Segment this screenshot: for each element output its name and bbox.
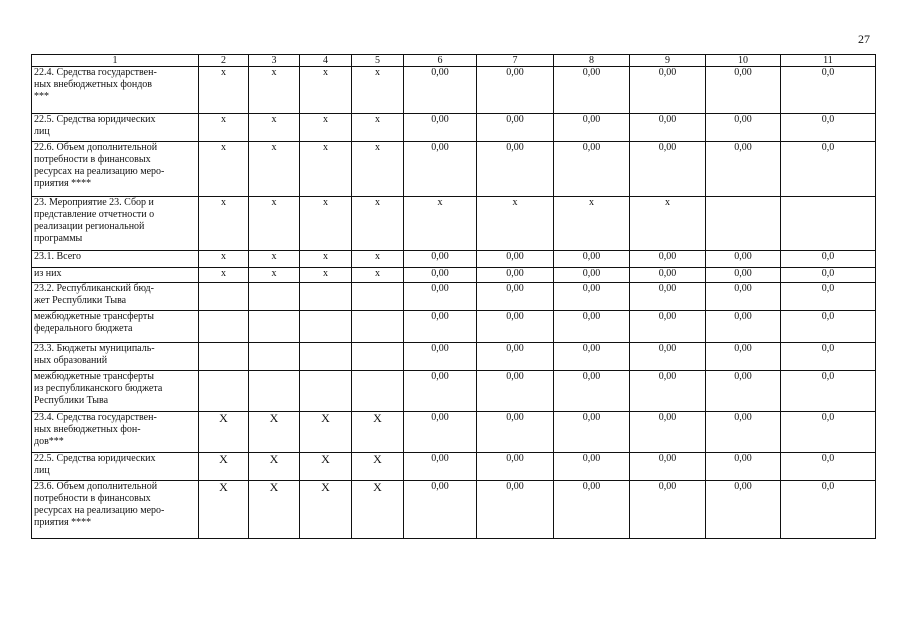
value-cell: 0,00 [404,453,477,481]
value-cell: 0,00 [554,114,630,142]
value-cell: 0,00 [404,268,477,283]
value-cell: 0,00 [706,268,781,283]
value-cell: 0,00 [477,67,554,114]
value-cell: 0,00 [404,343,477,371]
value-cell: 0,00 [630,283,706,311]
value-cell: 0,00 [477,311,554,343]
value-cell: 0,00 [706,114,781,142]
value-cell: X [199,453,249,481]
value-cell: 0,00 [706,343,781,371]
value-cell: 0,00 [477,343,554,371]
value-cell: 0,00 [630,453,706,481]
table-row [32,268,876,283]
column-header-4: 4 [300,55,352,67]
value-cell [300,311,352,343]
page-number: 27 [858,32,870,46]
table-row [32,371,876,412]
row-label-cell: 22.6. Объем дополнительной потребности в финансовых ресурсах на реализацию меро- приятия **** [32,142,199,197]
value-cell: x [352,197,404,251]
column-header-8: 8 [554,55,630,67]
value-cell: 0,00 [554,453,630,481]
value-cell: x [404,197,477,251]
value-cell: 0,00 [706,251,781,268]
value-cell: X [352,412,404,453]
table-body [32,67,876,539]
value-cell: 0,00 [477,453,554,481]
value-cell: x [300,142,352,197]
value-cell: 0,00 [630,251,706,268]
value-cell: x [249,114,300,142]
value-cell: 0,00 [477,142,554,197]
value-cell: 0,00 [630,412,706,453]
value-cell: 0,0 [781,343,876,371]
value-cell [249,371,300,412]
value-cell: 0,00 [554,371,630,412]
value-cell: X [352,453,404,481]
value-cell: 0,00 [404,283,477,311]
row-label-cell: 23. Мероприятие 23. Сбор и представление отчетности о реализации региональной программы [32,197,199,251]
value-cell [249,343,300,371]
row-label-cell: 22.4. Средства государствен- ных внебюджетных фондов *** [32,67,199,114]
row-label-cell: 23.4. Средства государствен- ных внебюджетных фон- дов*** [32,412,199,453]
value-cell: 0,00 [706,371,781,412]
value-cell [199,371,249,412]
header-row [32,55,876,67]
value-cell: X [199,412,249,453]
value-cell: x [249,251,300,268]
column-header-5: 5 [352,55,404,67]
value-cell [199,311,249,343]
table-row [32,453,876,481]
value-cell: 0,00 [706,481,781,539]
value-cell: x [352,114,404,142]
value-cell: 0,00 [554,67,630,114]
value-cell: X [249,481,300,539]
value-cell: X [300,481,352,539]
value-cell [199,343,249,371]
value-cell: 0,00 [554,481,630,539]
value-cell [781,197,876,251]
value-cell [706,197,781,251]
value-cell: 0,00 [404,142,477,197]
value-cell: x [249,197,300,251]
value-cell: 0,00 [630,311,706,343]
budget-table [31,54,876,539]
value-cell: 0,00 [477,268,554,283]
value-cell: 0,00 [554,251,630,268]
value-cell: 0,0 [781,268,876,283]
table-row [32,251,876,268]
value-cell: 0,00 [706,453,781,481]
value-cell: 0,00 [630,371,706,412]
value-cell: X [300,412,352,453]
value-cell [300,283,352,311]
row-label-cell: 23.1. Всего [32,251,199,268]
value-cell: 0,00 [630,67,706,114]
value-cell: x [300,67,352,114]
value-cell: x [477,197,554,251]
row-label-cell: 23.3. Бюджеты муниципаль- ных образований [32,343,199,371]
value-cell: X [249,453,300,481]
value-cell: x [199,268,249,283]
row-label-cell: 22.5. Средства юридических лиц [32,453,199,481]
value-cell: 0,00 [554,268,630,283]
value-cell: x [199,197,249,251]
value-cell: X [249,412,300,453]
value-cell: x [199,142,249,197]
value-cell: 0,00 [404,481,477,539]
value-cell [300,371,352,412]
value-cell: x [249,67,300,114]
value-cell: 0,00 [477,251,554,268]
value-cell: 0,00 [554,412,630,453]
table-row [32,114,876,142]
value-cell: 0,00 [706,311,781,343]
value-cell: X [199,481,249,539]
value-cell [352,343,404,371]
value-cell: x [630,197,706,251]
value-cell: x [199,251,249,268]
column-header-6: 6 [404,55,477,67]
value-cell: 0,0 [781,142,876,197]
value-cell: x [352,251,404,268]
column-header-11: 11 [781,55,876,67]
row-label-cell: межбюджетные трансферты федерального бюджета [32,311,199,343]
value-cell [352,283,404,311]
value-cell: x [554,197,630,251]
column-header-3: 3 [249,55,300,67]
value-cell: x [300,251,352,268]
table-row [32,67,876,114]
value-cell: 0,00 [706,142,781,197]
table-row [32,197,876,251]
value-cell [249,311,300,343]
value-cell [352,371,404,412]
value-cell: 0,00 [706,412,781,453]
row-label-cell: 22.5. Средства юридических лиц [32,114,199,142]
value-cell [249,283,300,311]
value-cell: 0,00 [630,114,706,142]
value-cell: 0,00 [630,343,706,371]
value-cell: 0,00 [554,343,630,371]
value-cell: 0,00 [404,311,477,343]
row-label-cell: из них [32,268,199,283]
value-cell: 0,0 [781,371,876,412]
value-cell: X [300,453,352,481]
value-cell: 0,0 [781,67,876,114]
row-label-cell: 23.6. Объем дополнительной потребности в финансовых ресурсах на реализацию меро- приятия **** [32,481,199,539]
value-cell: 0,00 [404,114,477,142]
value-cell: 0,00 [404,67,477,114]
value-cell: 0,0 [781,251,876,268]
value-cell: x [249,268,300,283]
value-cell: 0,00 [706,67,781,114]
table-row [32,343,876,371]
value-cell: x [352,67,404,114]
value-cell: X [352,481,404,539]
value-cell: 0,00 [554,142,630,197]
value-cell: 0,0 [781,412,876,453]
value-cell: 0,00 [477,114,554,142]
value-cell: x [300,114,352,142]
table-row [32,481,876,539]
column-header-1: 1 [32,55,199,67]
value-cell: 0,0 [781,453,876,481]
column-header-9: 9 [630,55,706,67]
value-cell: x [300,197,352,251]
value-cell: 0,00 [404,412,477,453]
value-cell: x [249,142,300,197]
value-cell: x [199,67,249,114]
value-cell: x [352,142,404,197]
value-cell: 0,00 [630,481,706,539]
value-cell: 0,00 [554,283,630,311]
value-cell: 0,00 [404,251,477,268]
column-header-2: 2 [199,55,249,67]
value-cell: 0,00 [706,283,781,311]
value-cell [199,283,249,311]
value-cell: 0,00 [630,142,706,197]
row-label-cell: 23.2. Республиканский бюд- жет Республики Тыва [32,283,199,311]
value-cell [300,343,352,371]
column-header-7: 7 [477,55,554,67]
table-row [32,142,876,197]
value-cell: 0,00 [477,481,554,539]
value-cell: x [199,114,249,142]
row-label-cell: межбюджетные трансферты из республиканского бюджета Республики Тыва [32,371,199,412]
column-header-10: 10 [706,55,781,67]
value-cell: 0,0 [781,114,876,142]
value-cell: 0,00 [404,371,477,412]
value-cell: 0,0 [781,283,876,311]
value-cell: 0,00 [477,371,554,412]
value-cell: 0,00 [477,283,554,311]
value-cell: 0,0 [781,481,876,539]
value-cell: 0,00 [477,412,554,453]
value-cell: 0,0 [781,311,876,343]
value-cell: x [352,268,404,283]
table-row [32,283,876,311]
table-row [32,311,876,343]
table-row [32,412,876,453]
value-cell: x [300,268,352,283]
value-cell [352,311,404,343]
value-cell: 0,00 [630,268,706,283]
value-cell: 0,00 [554,311,630,343]
